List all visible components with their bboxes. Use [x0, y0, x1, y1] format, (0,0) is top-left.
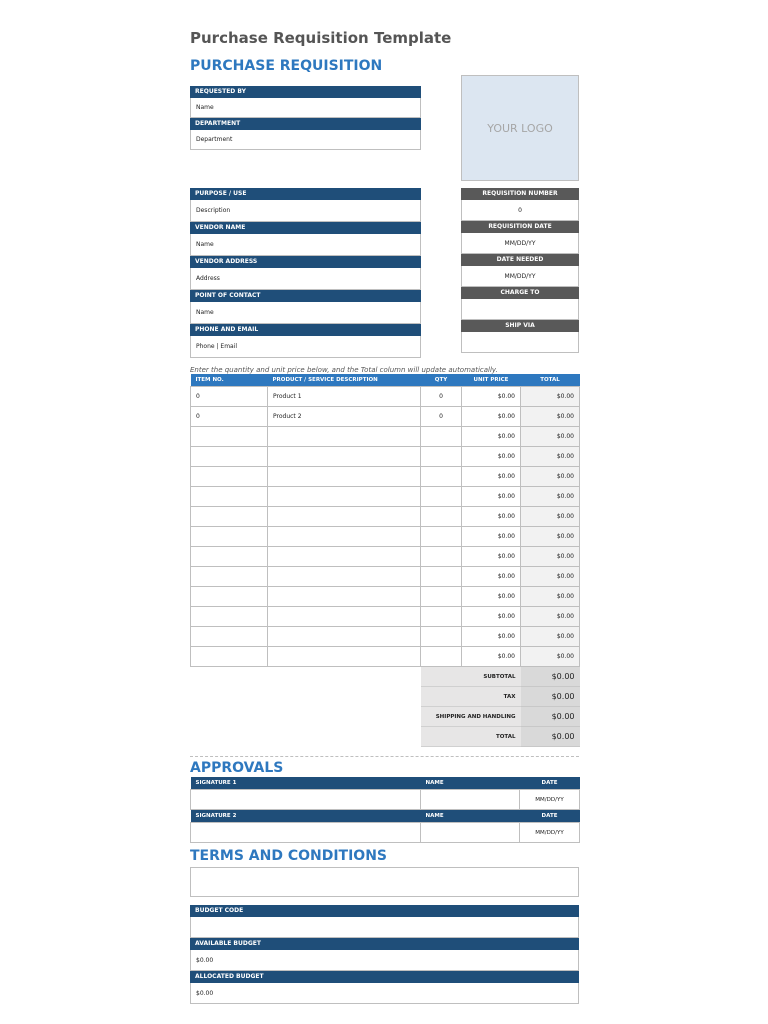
item-no-cell[interactable] [191, 567, 268, 587]
allocated-budget-label: ALLOCATED BUDGET [190, 971, 579, 983]
item-no-cell[interactable] [191, 607, 268, 627]
table-row [191, 447, 580, 467]
item-no-cell[interactable] [191, 467, 268, 487]
field-value-date-needed[interactable]: MM/DD/YY [461, 266, 579, 287]
table-row [191, 427, 580, 447]
field-label-phone-email: PHONE AND EMAIL [190, 324, 421, 336]
item-no-cell[interactable] [191, 487, 268, 507]
description-cell[interactable] [268, 527, 421, 547]
unit-price-cell[interactable]: $0.00 [462, 387, 521, 407]
col-header-qty: QTY [421, 374, 462, 387]
summary-label-total: TOTAL [421, 727, 521, 747]
table-row [191, 547, 580, 567]
summary-row-shipping [191, 707, 580, 727]
field-label-ship-via: SHIP VIA [461, 320, 579, 332]
logo-placeholder: YOUR LOGO [461, 75, 579, 181]
description-cell[interactable] [268, 607, 421, 627]
allocated-budget-value[interactable]: $0.00 [190, 983, 579, 1004]
table-row [191, 647, 580, 667]
field-label-purpose: PURPOSE / USE [190, 188, 421, 200]
description-cell[interactable] [268, 427, 421, 447]
description-cell[interactable] [268, 487, 421, 507]
approvals-table [190, 777, 580, 843]
approval-sig-label-2: SIGNATURE 2 [191, 810, 421, 823]
description-cell[interactable] [268, 627, 421, 647]
qty-cell[interactable] [421, 447, 462, 467]
col-header-total: TOTAL [521, 374, 580, 387]
signature-1-field[interactable] [191, 790, 421, 810]
qty-cell[interactable] [421, 427, 462, 447]
qty-cell[interactable]: 0 [421, 387, 462, 407]
field-value-requisition-number[interactable]: 0 [461, 200, 579, 221]
field-value-phone-email[interactable]: Phone | Email [190, 336, 421, 358]
field-label-requested-by: REQUESTED BY [190, 86, 421, 98]
qty-cell[interactable]: 0 [421, 407, 462, 427]
summary-value-subtotal: $0.00 [521, 667, 580, 687]
signature-2-field[interactable] [191, 823, 421, 843]
unit-price-cell[interactable]: $0.00 [462, 427, 521, 447]
budget-section [190, 905, 579, 1004]
col-header-item-no: ITEM NO. [191, 374, 268, 387]
line-total-cell: $0.00 [521, 647, 580, 667]
header-block [190, 48, 579, 350]
approval-value-row-1 [191, 790, 580, 810]
summary-label-tax: TAX [421, 687, 521, 707]
field-value-vendor-name[interactable]: Name [190, 234, 421, 256]
unit-price-cell[interactable]: $0.00 [462, 467, 521, 487]
approval-date-label-2: DATE [520, 810, 580, 823]
approval-header-row-2 [191, 810, 580, 823]
vendor-fields [190, 188, 421, 358]
col-header-description: PRODUCT / SERVICE DESCRIPTION [268, 374, 421, 387]
table-row [191, 407, 580, 427]
unit-price-cell[interactable]: $0.00 [462, 587, 521, 607]
item-no-cell[interactable]: 0 [191, 407, 268, 427]
description-cell[interactable] [268, 447, 421, 467]
requester-fields [190, 86, 421, 150]
item-no-cell[interactable] [191, 587, 268, 607]
budget-code-value[interactable] [190, 917, 579, 938]
approval-date-label-1: DATE [520, 777, 580, 790]
qty-cell[interactable] [421, 467, 462, 487]
name-1-field[interactable] [421, 790, 520, 810]
line-total-cell: $0.00 [521, 507, 580, 527]
line-total-cell: $0.00 [521, 567, 580, 587]
name-2-field[interactable] [421, 823, 520, 843]
description-cell[interactable] [268, 507, 421, 527]
qty-cell[interactable] [421, 567, 462, 587]
unit-price-cell[interactable]: $0.00 [462, 627, 521, 647]
field-label-date-needed: DATE NEEDED [461, 254, 579, 266]
line-total-cell: $0.00 [521, 387, 580, 407]
summary-row-tax [191, 687, 580, 707]
description-cell[interactable] [268, 567, 421, 587]
field-label-vendor-address: VENDOR ADDRESS [190, 256, 421, 268]
table-row [191, 627, 580, 647]
table-row [191, 607, 580, 627]
description-cell[interactable] [268, 647, 421, 667]
unit-price-cell[interactable]: $0.00 [462, 647, 521, 667]
requisition-page [190, 28, 579, 1004]
qty-cell[interactable] [421, 547, 462, 567]
date-2-field[interactable]: MM/DD/YY [520, 823, 580, 843]
item-no-cell[interactable] [191, 647, 268, 667]
qty-cell[interactable] [421, 487, 462, 507]
line-total-cell: $0.00 [521, 447, 580, 467]
field-label-department: DEPARTMENT [190, 118, 421, 130]
field-value-point-of-contact[interactable]: Name [190, 302, 421, 324]
field-value-requested-by[interactable]: Name [190, 98, 421, 118]
qty-cell[interactable] [421, 607, 462, 627]
description-cell[interactable] [268, 467, 421, 487]
field-value-purpose[interactable]: Description [190, 200, 421, 222]
items-summary [191, 667, 580, 747]
qty-cell[interactable] [421, 587, 462, 607]
description-cell[interactable] [268, 587, 421, 607]
budget-code-label: BUDGET CODE [190, 905, 579, 917]
field-value-requisition-date[interactable]: MM/DD/YY [461, 233, 579, 254]
table-row [191, 467, 580, 487]
description-cell[interactable] [268, 547, 421, 567]
requisition-info-fields [461, 188, 579, 353]
unit-price-cell[interactable]: $0.00 [462, 607, 521, 627]
line-total-cell: $0.00 [521, 627, 580, 647]
page-heading: PURCHASE REQUISITION [190, 58, 383, 74]
available-budget-label: AVAILABLE BUDGET [190, 938, 579, 950]
terms-heading: TERMS AND CONDITIONS [190, 848, 388, 864]
unit-price-cell[interactable]: $0.00 [462, 507, 521, 527]
summary-row-total [191, 727, 580, 747]
table-row [191, 587, 580, 607]
description-cell[interactable]: Product 1 [268, 387, 421, 407]
table-row [191, 527, 580, 547]
terms-field[interactable] [190, 867, 579, 897]
line-total-cell: $0.00 [521, 467, 580, 487]
approval-name-label-2: NAME [421, 810, 520, 823]
unit-price-cell[interactable]: $0.00 [462, 527, 521, 547]
approval-value-row-2 [191, 823, 580, 843]
summary-row-subtotal [191, 667, 580, 687]
approval-header-row-1 [191, 777, 580, 790]
line-total-cell: $0.00 [521, 607, 580, 627]
qty-cell[interactable] [421, 507, 462, 527]
document-title: Purchase Requisition Template [190, 29, 452, 47]
date-1-field[interactable]: MM/DD/YY [520, 790, 580, 810]
item-no-cell[interactable]: 0 [191, 387, 268, 407]
unit-price-cell[interactable]: $0.00 [462, 447, 521, 467]
items-body [191, 387, 580, 667]
items-table [190, 374, 580, 747]
summary-label-shipping: SHIPPING AND HANDLING [421, 707, 521, 727]
available-budget-value[interactable]: $0.00 [190, 950, 579, 971]
field-label-requisition-number: REQUISITION NUMBER [461, 188, 579, 200]
field-label-charge-to: CHARGE TO [461, 287, 579, 299]
item-no-cell[interactable] [191, 507, 268, 527]
items-instruction-note: Enter the quantity and unit price below, and the Total column will update automatically. [190, 366, 498, 374]
line-total-cell: $0.00 [521, 527, 580, 547]
summary-value-total: $0.00 [521, 727, 580, 747]
summary-value-shipping[interactable]: $0.00 [521, 707, 580, 727]
item-no-cell[interactable] [191, 627, 268, 647]
summary-value-tax[interactable]: $0.00 [521, 687, 580, 707]
field-value-ship-via[interactable] [461, 332, 579, 353]
item-no-cell[interactable] [191, 547, 268, 567]
unit-price-cell[interactable]: $0.00 [462, 547, 521, 567]
line-total-cell: $0.00 [521, 487, 580, 507]
field-label-vendor-name: VENDOR NAME [190, 222, 421, 234]
qty-cell[interactable] [421, 627, 462, 647]
field-value-vendor-address[interactable]: Address [190, 268, 421, 290]
unit-price-cell[interactable]: $0.00 [462, 407, 521, 427]
line-total-cell: $0.00 [521, 427, 580, 447]
item-no-cell[interactable] [191, 447, 268, 467]
table-row [191, 507, 580, 527]
line-total-cell: $0.00 [521, 407, 580, 427]
description-cell[interactable]: Product 2 [268, 407, 421, 427]
items-header-row [191, 374, 580, 387]
col-header-unit-price: UNIT PRICE [462, 374, 521, 387]
field-value-department[interactable]: Department [190, 130, 421, 150]
field-label-point-of-contact: POINT OF CONTACT [190, 290, 421, 302]
line-total-cell: $0.00 [521, 587, 580, 607]
approvals-heading: APPROVALS [190, 760, 284, 776]
table-row [191, 387, 580, 407]
item-no-cell[interactable] [191, 427, 268, 447]
field-value-charge-to[interactable] [461, 299, 579, 320]
line-total-cell: $0.00 [521, 547, 580, 567]
approval-name-label-1: NAME [421, 777, 520, 790]
item-no-cell[interactable] [191, 527, 268, 547]
table-row [191, 567, 580, 587]
section-divider [190, 756, 579, 757]
qty-cell[interactable] [421, 527, 462, 547]
summary-label-subtotal: SUBTOTAL [421, 667, 521, 687]
field-label-requisition-date: REQUISITION DATE [461, 221, 579, 233]
unit-price-cell[interactable]: $0.00 [462, 487, 521, 507]
qty-cell[interactable] [421, 647, 462, 667]
approval-sig-label-1: SIGNATURE 1 [191, 777, 421, 790]
unit-price-cell[interactable]: $0.00 [462, 567, 521, 587]
table-row [191, 487, 580, 507]
